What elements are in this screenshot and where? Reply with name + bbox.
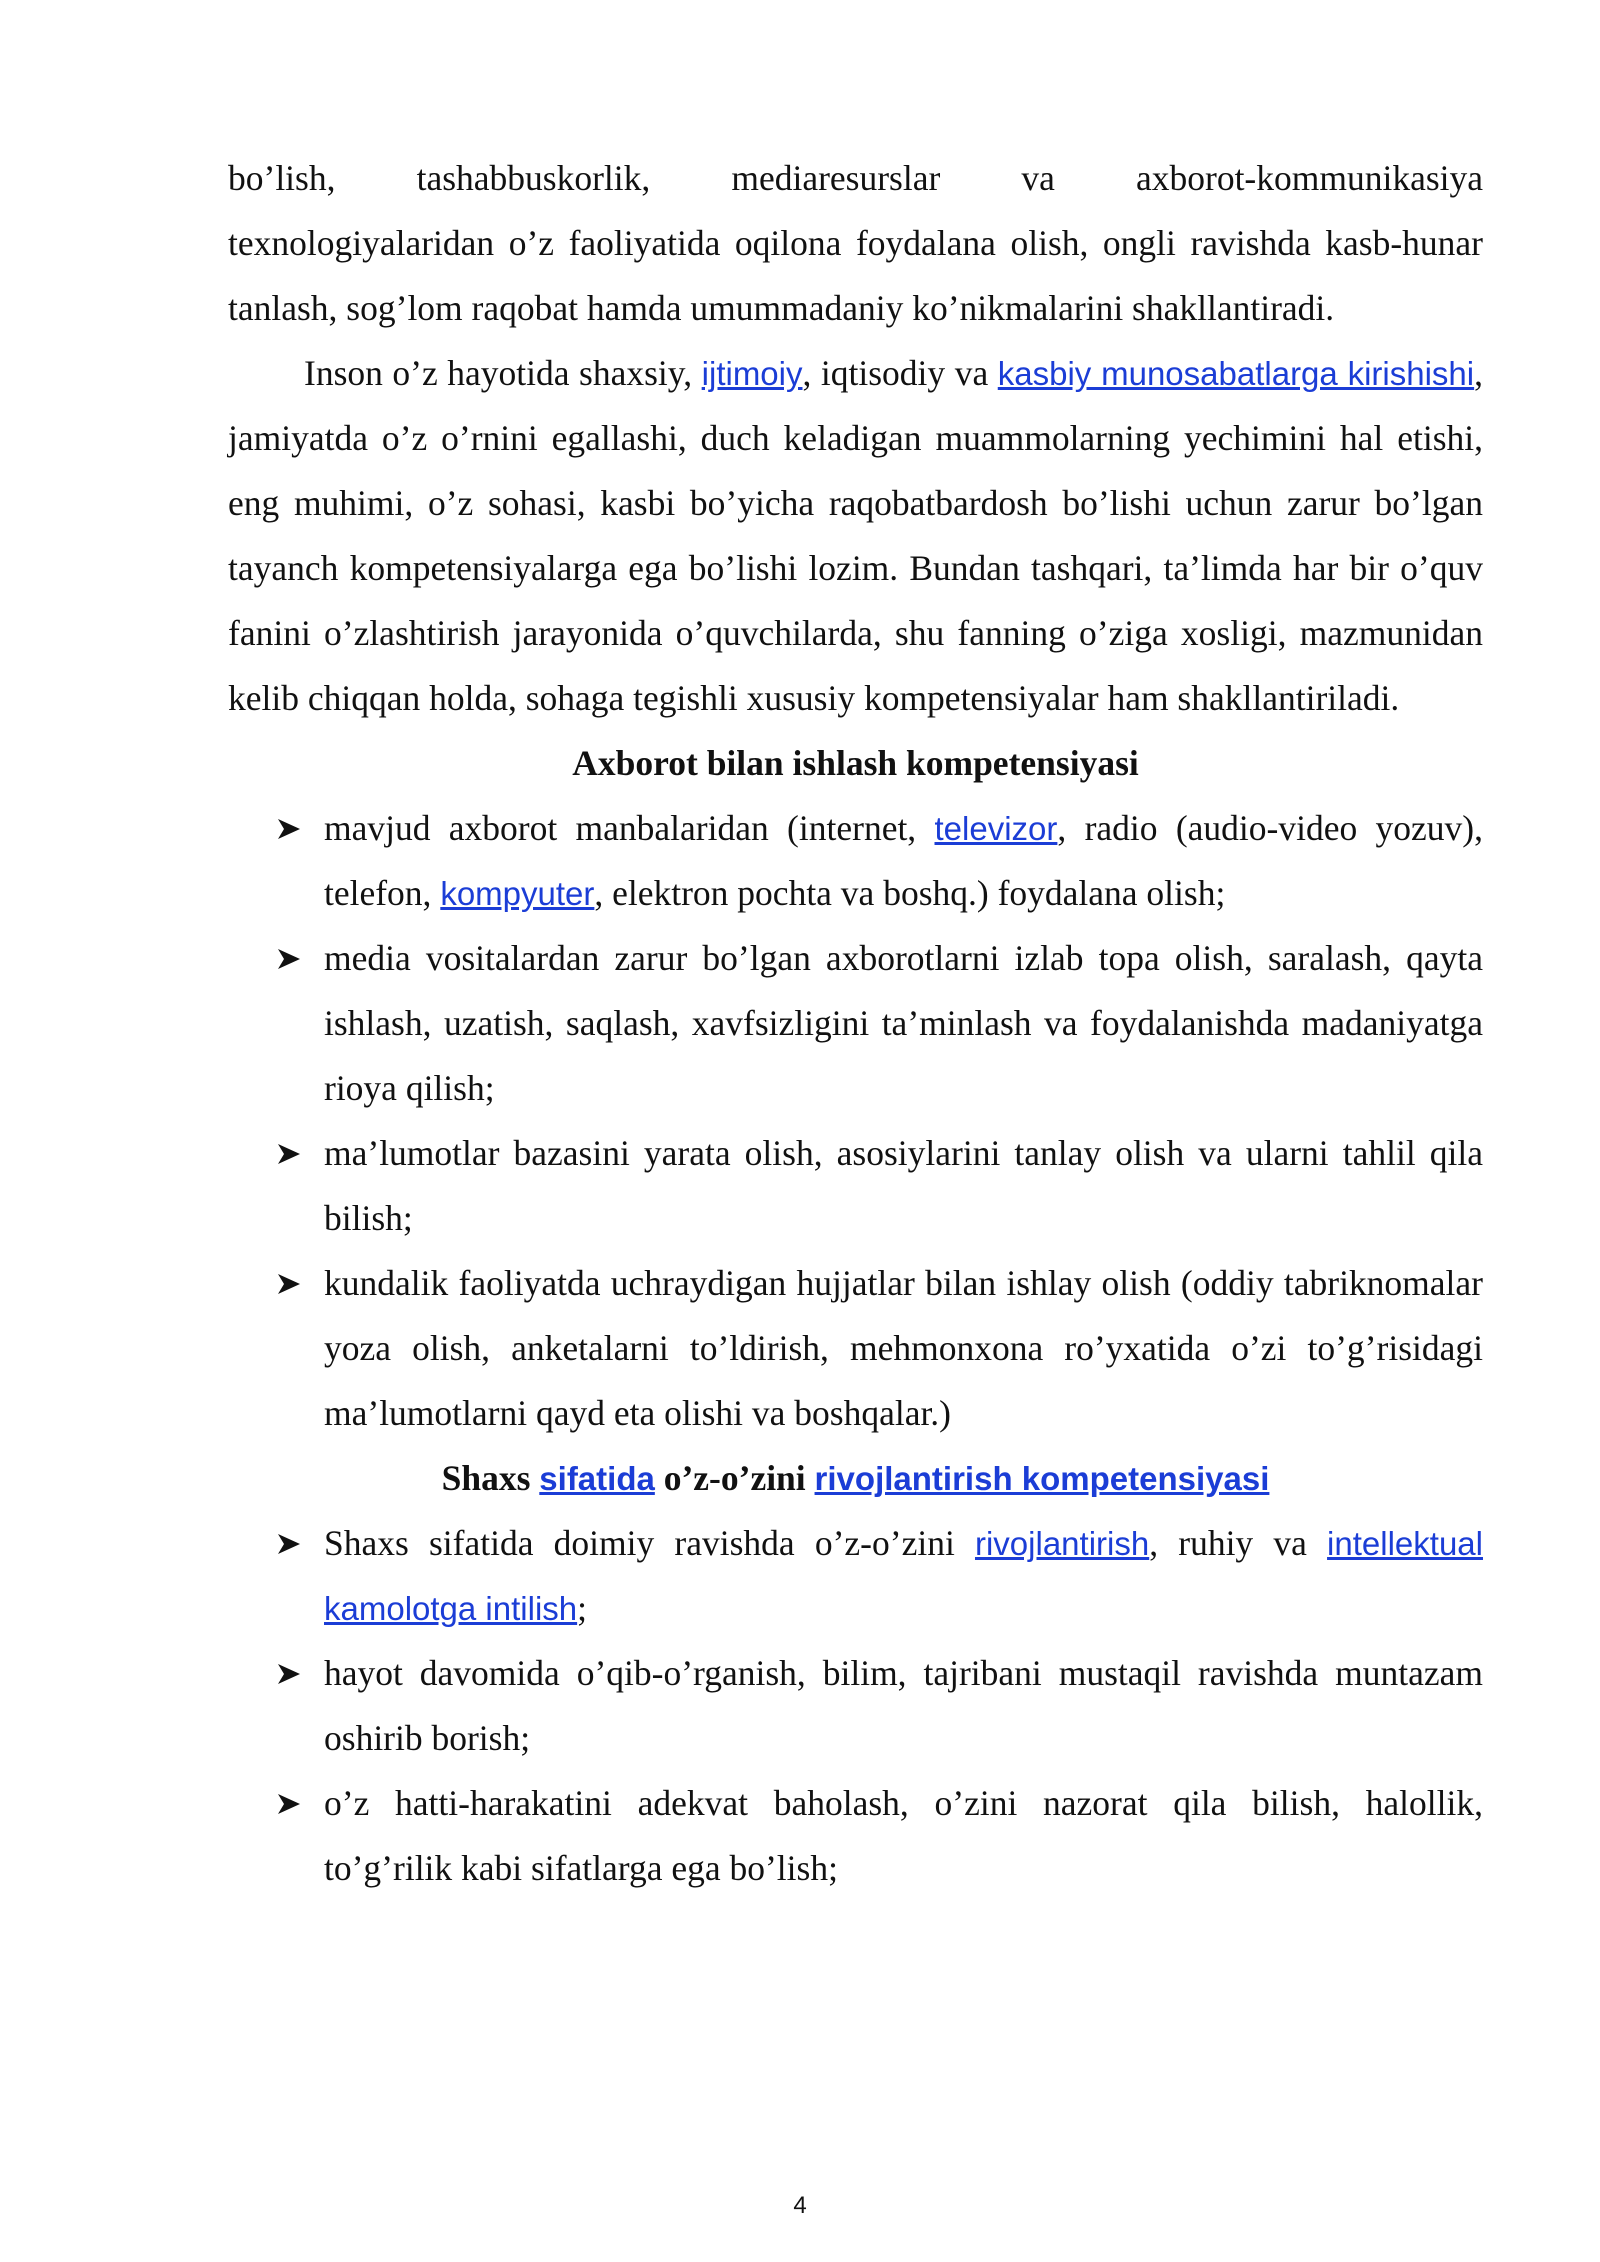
- list-item: [228, 1251, 1483, 1446]
- link-rivojlantirish[interactable]: rivojlantirish: [974, 1525, 1150, 1562]
- text: media vositalardan zarur bo’lgan axborotlarni izlab topa olish, saralash, qayta ishlash, uzatish, saqlash, xavfsizligini ta’minlash va foydalanishda madaniyatga rioya qilish;: [324, 938, 1483, 1108]
- text: ;: [577, 1588, 587, 1628]
- word: axborot-kommunikasiya: [1135, 158, 1484, 198]
- paragraph-2: [228, 341, 1483, 731]
- text: hayot davomida o’qib-o’rganish, bilim, tajribani mustaqil ravishda muntazam oshirib borish;: [324, 1653, 1483, 1758]
- link-ijtimoiy[interactable]: ijtimoiy: [701, 355, 803, 392]
- bullet-list-shaxs: [228, 1511, 1483, 1901]
- paragraph-1: texnologiyalaridan o’z faoliyatida oqilona foydalana olish, ongli ravishda kasb-hunar tanlash, sog’lom raqobat hamda umummadaniy ko’nikmalarini shakllantiradi.: [228, 223, 1483, 328]
- word: va: [1021, 158, 1055, 198]
- list-item: [228, 796, 1483, 926]
- text: Inson o’z hayotida shaxsiy,: [304, 353, 702, 393]
- section-heading-shaxs: [228, 1446, 1483, 1511]
- text: ma’lumotlar bazasini yarata olish, asosiylarini tanlay olish va ularni tahlil qila bilish;: [324, 1133, 1483, 1238]
- text: , jamiyatda o’z o’rnini egallashi, duch keladigan muammolarning yechimini hal etishi, eng muhimi, o’z sohasi, kasbi bo’yicha raqobatbardosh bo’lishi uchun zarur bo’lgan tayanch kompetensiyalarga ega bo’lishi lozim. Bundan tashqari, ta’limda har bir o’quv fanini o’zlashtirish jarayonida o’quvchilarda, shu fanning o’ziga xosligi, mazmunidan kelib chiqqan holda, sohaga tegishli xususiy kompetensiyalar ham shakllantiriladi.: [228, 353, 1483, 718]
- text: o’z-o’zini: [654, 1458, 815, 1498]
- text: , ruhiy va: [1149, 1523, 1328, 1563]
- section-heading-axborot: Axborot bilan ishlash kompetensiyasi: [572, 743, 1139, 783]
- text: , radio (audio-video yozuv), telefon,: [324, 808, 1483, 913]
- word: mediaresurslar: [731, 158, 941, 198]
- text: Shaxs sifatida doimiy ravishda o’z-o’zini: [324, 1523, 975, 1563]
- arrow-bullet-icon: [276, 1121, 306, 1186]
- text: mavjud axborot manbalaridan (internet,: [324, 808, 935, 848]
- paragraph-1-first-line: [228, 146, 1483, 211]
- link-rivojlantirish-kompetensiyasi[interactable]: rivojlantirish kompetensiyasi: [814, 1460, 1270, 1497]
- list-item: [228, 1771, 1483, 1901]
- arrow-bullet-icon: [276, 1511, 306, 1576]
- arrow-bullet-icon: [276, 1771, 306, 1836]
- text: , elektron pochta va boshq.) foydalana olish;: [594, 873, 1226, 913]
- word: bo’lish,: [228, 158, 336, 198]
- link-kompyuter[interactable]: kompyuter: [440, 875, 595, 912]
- arrow-bullet-icon: [276, 796, 306, 861]
- list-item: [228, 1641, 1483, 1771]
- arrow-bullet-icon: [276, 926, 306, 991]
- text: Shaxs: [441, 1458, 540, 1498]
- list-item: [228, 1121, 1483, 1251]
- text: o’z hatti-harakatini adekvat baholash, o’zini nazorat qila bilish, halollik, to’g’rilik kabi sifatlarga ega bo’lish;: [324, 1783, 1483, 1888]
- list-item: [228, 926, 1483, 1121]
- link-televizor[interactable]: televizor: [934, 810, 1058, 847]
- word: tashabbuskorlik,: [416, 158, 651, 198]
- list-item: [228, 1511, 1483, 1641]
- text: kundalik faoliyatda uchraydigan hujjatlar bilan ishlay olish (oddiy tabriknomalar yoza olish, anketalarni to’ldirish, mehmonxona ro’yxatida o’zi to’g’risidagi ma’lumotlarni qayd eta olishi va boshqalar.): [324, 1263, 1483, 1433]
- link-intellektual-kamolotga-intilish[interactable]: intellektual kamolotga intilish: [324, 1525, 1483, 1627]
- arrow-bullet-icon: [276, 1251, 306, 1316]
- bullet-list-axborot: [228, 796, 1483, 1446]
- page-number: 4: [793, 2192, 807, 2219]
- link-kasbiy-munosabatlarga[interactable]: kasbiy munosabatlarga kirishishi: [997, 355, 1475, 392]
- text: , iqtisodiy va: [802, 353, 998, 393]
- page-content: [228, 146, 1483, 1901]
- arrow-bullet-icon: [276, 1641, 306, 1706]
- link-sifatida[interactable]: sifatida: [539, 1460, 655, 1497]
